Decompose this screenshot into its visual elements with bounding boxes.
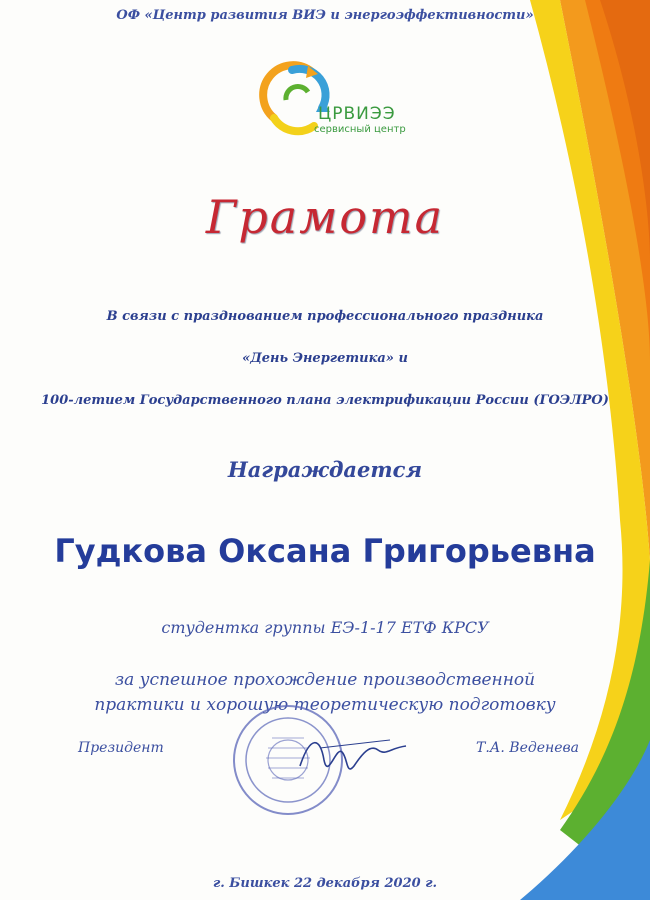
place-date: г. Бишкек 22 декабря 2020 г. <box>212 876 438 891</box>
logo-name: ЦРВИЭЭ <box>318 104 396 124</box>
occasion-line-1: В связи с празднованием профессионального праздника <box>106 309 544 324</box>
handwritten-signature <box>290 726 410 786</box>
certificate-title: Грамота <box>205 190 445 244</box>
signature-role: Президент <box>78 740 164 756</box>
occasion-line-3: 100-летием Государственного плана электрификации России (ГОЭЛРО) <box>41 393 609 408</box>
recipient-position: студентка группы ЕЭ-1-17 ЕТФ КРСУ <box>161 618 489 637</box>
recipient-name: Гудкова Оксана Григорьевна <box>54 532 596 570</box>
signer-name: Т.А. Веденева <box>476 740 580 756</box>
awarded-label: Награждается <box>227 457 423 482</box>
occasion-line-2: «День Энергетика» и <box>242 351 408 366</box>
reason-line-2: практики и хорошую теоретическую подготовку <box>94 695 556 715</box>
logo-subtitle: сервисный центр <box>314 124 406 135</box>
organization-name: ОФ «Центр развития ВИЭ и энергоэффективности» <box>116 8 534 23</box>
reason-line-1: за успешное прохождение производственной <box>114 670 536 690</box>
